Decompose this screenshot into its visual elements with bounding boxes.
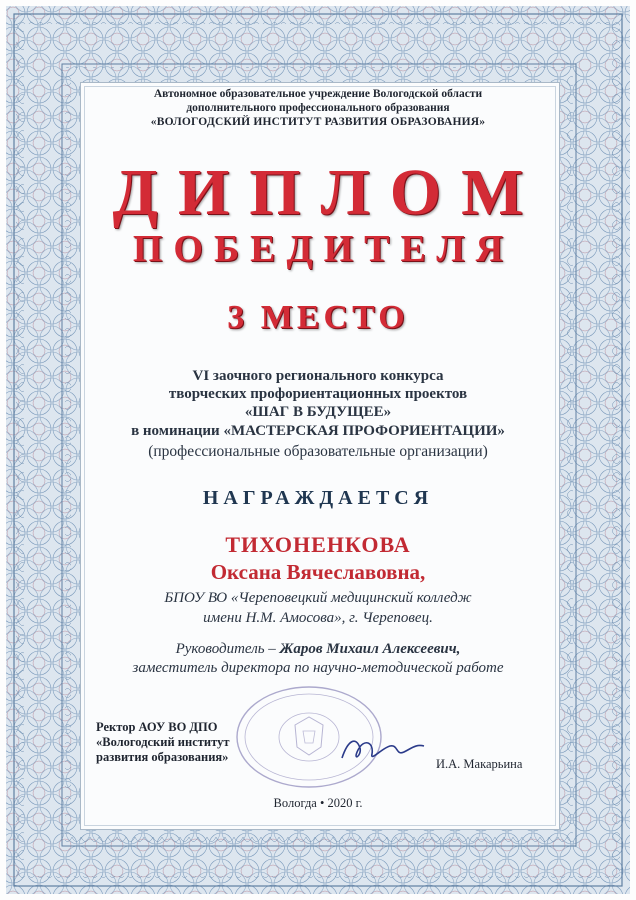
organization-line-2: имени Н.М. Амосова», г. Череповец. (203, 610, 433, 626)
awarded-label: НАГРАЖДАЕТСЯ (202, 487, 434, 509)
city-year: Вологда • 2020 г. (273, 796, 363, 810)
issuer-line-3: «ВОЛОГОДСКИЙ ИНСТИТУТ РАЗВИТИЯ ОБРАЗОВАНИЯ» (150, 116, 486, 128)
supervisor-prefix: Руководитель – (175, 641, 280, 657)
contest-line-2: творческих профориентационных проектов (168, 386, 468, 402)
contest-line-1: VI заочного регионального конкурса (192, 368, 444, 384)
signature-mark (338, 728, 428, 768)
rector-title (96, 720, 229, 765)
supervisor-line (0, 640, 636, 658)
issuer-line-2: дополнительного профессионального образования (186, 102, 450, 114)
issuer-line-1: Автономное образовательное учреждение Вологодской области (153, 88, 483, 100)
diploma-title: ДИПЛОМ (112, 156, 544, 229)
rector-line-1: Ректор АОУ ВО ДПО (96, 720, 218, 734)
organization-line-1: БПОУ ВО «Череповецкий медицинский колледж (164, 590, 472, 606)
place-title: 3 МЕСТО (227, 299, 409, 336)
recipient-name: Оксана Вячеславовна, (210, 560, 426, 584)
winner-title: ПОБЕДИТЕЛЯ (132, 228, 515, 270)
contest-line-4: в номинации «МАСТЕРСКАЯ ПРОФОРИЕНТАЦИИ» (131, 423, 505, 439)
recipient-surname: ТИХОНЕНКОВА (225, 532, 411, 557)
contest-line-5: (профессиональные образовательные организации) (148, 443, 488, 460)
supervisor-position: заместитель директора по научно-методической работе (132, 660, 504, 676)
rector-line-2: «Вологодский институт (96, 735, 230, 749)
rector-line-3: развития образования» (96, 750, 229, 764)
supervisor-name: Жаров Михаил Алексеевич, (279, 641, 461, 657)
signer-name: И.А. Макарьина (436, 757, 523, 771)
contest-line-3: «ШАГ В БУДУЩЕЕ» (244, 404, 392, 420)
